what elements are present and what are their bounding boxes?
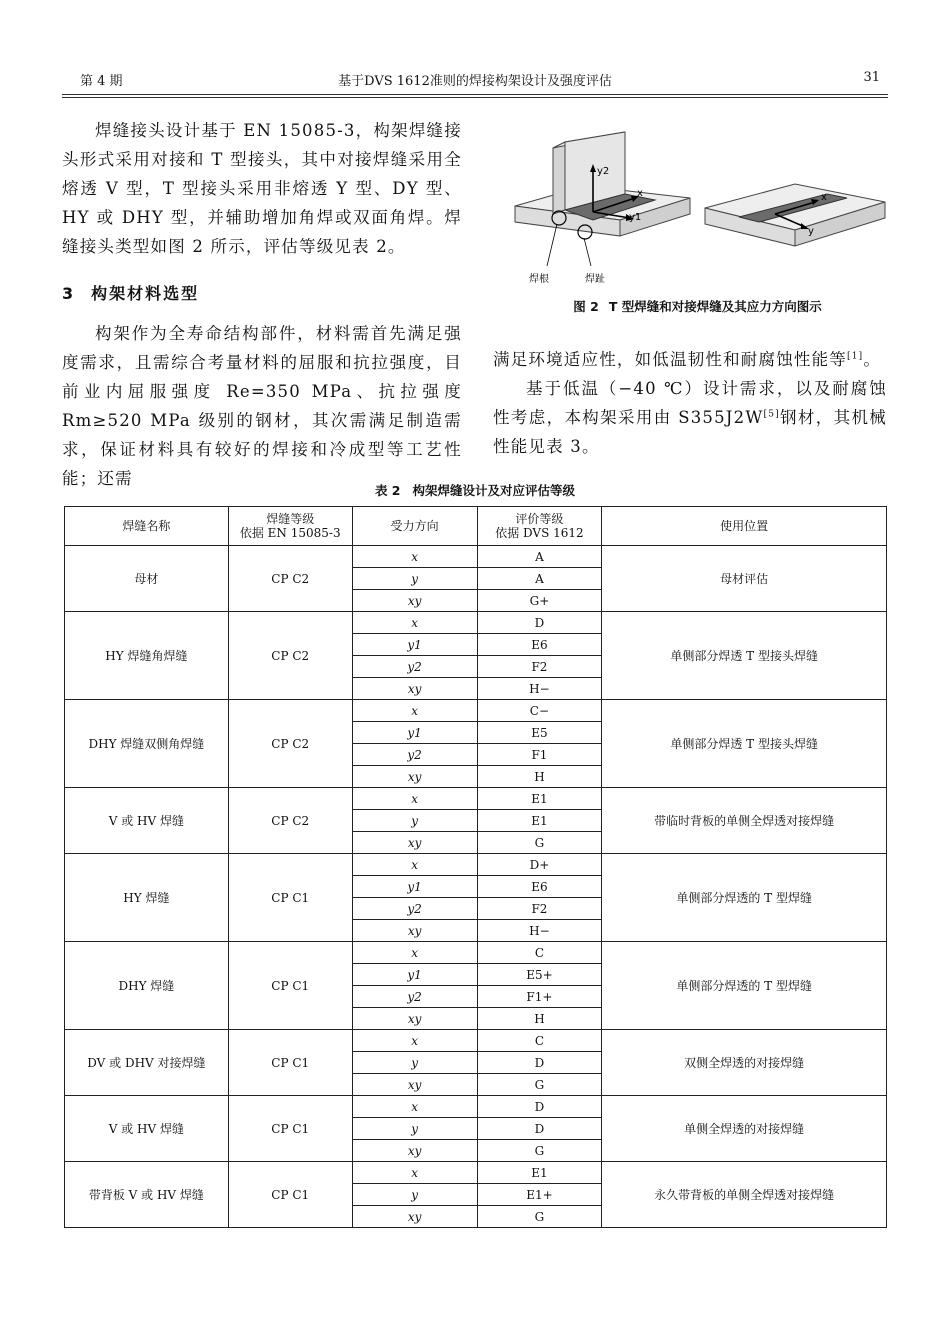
grade-cell: F2 — [477, 898, 602, 920]
direction-cell: x — [352, 1030, 477, 1052]
table-row — [65, 1096, 887, 1118]
section-title: 构架材料选型 — [91, 284, 200, 303]
table-row — [65, 1162, 887, 1184]
table-container — [64, 506, 887, 1228]
weld-name-cell: V 或 HV 焊缝 — [65, 1096, 229, 1162]
usage-cell: 带临时背板的单侧全焊透对接焊缝 — [602, 788, 887, 854]
header-grade-line1: 评价等级 — [515, 512, 564, 526]
direction-cell: x — [352, 854, 477, 876]
direction-cell: x — [352, 700, 477, 722]
reference-5: [5] — [763, 409, 780, 420]
weld-class-cell: CP C2 — [228, 612, 352, 700]
right-para-lowtemp — [493, 374, 887, 461]
grade-cell: H− — [477, 678, 602, 700]
issue-number: 第 4 期 — [80, 74, 123, 89]
direction-cell: xy — [352, 832, 477, 854]
grade-cell: H — [477, 1008, 602, 1030]
header-name: 焊缝名称 — [65, 507, 229, 546]
grade-cell: E1 — [477, 1162, 602, 1184]
figure-caption-text: T 型焊缝和对接焊缝及其应力方向图示 — [608, 299, 822, 314]
weld-name-cell: DHY 焊缝 — [65, 942, 229, 1030]
figure-caption — [505, 297, 890, 315]
direction-cell: y1 — [352, 964, 477, 986]
label-y-right: y — [808, 226, 814, 237]
weld-name-cell: HY 焊缝 — [65, 854, 229, 942]
grade-cell: F1 — [477, 744, 602, 766]
lowtemp-text-a: 基于低温（−40 ℃）设计需求，以及耐腐蚀性考虑，本构架采用由 S355J2W — [493, 379, 887, 427]
grade-cell: E5 — [477, 722, 602, 744]
grade-cell: F2 — [477, 656, 602, 678]
weld-grade-table — [64, 506, 887, 1228]
direction-cell: x — [352, 1162, 477, 1184]
table-row — [65, 788, 887, 810]
root-leader — [547, 224, 557, 266]
table-row — [65, 700, 887, 722]
direction-cell: xy — [352, 1140, 477, 1162]
direction-cell: y1 — [352, 876, 477, 898]
header-rule-top — [62, 94, 888, 95]
direction-cell: y1 — [352, 634, 477, 656]
direction-cell: xy — [352, 1206, 477, 1228]
direction-cell: x — [352, 546, 477, 568]
header-class — [228, 507, 352, 546]
direction-cell: y — [352, 1052, 477, 1074]
usage-cell: 单侧部分焊透 T 型接头焊缝 — [602, 612, 887, 700]
grade-cell: D+ — [477, 854, 602, 876]
direction-cell: x — [352, 612, 477, 634]
header-grade-line2: 依据 DVS 1612 — [495, 526, 584, 540]
paragraph-material: 构架作为全寿命结构部件，材料需首先满足强度需求，且需综合考量材料的屈服和抗拉强度，目前业内屈服强度 Re=350 MPa、抗拉强度 Rm≥520 MPa 级别的钢材，其次需满足制造需求，保证材料具有较好的焊接和冷成型等工艺性能；还需 — [62, 324, 462, 488]
table-caption-number: 表 2 — [374, 483, 401, 498]
grade-cell: G+ — [477, 590, 602, 612]
usage-cell: 单侧部分焊透的 T 型焊缝 — [602, 942, 887, 1030]
table-row — [65, 612, 887, 634]
running-header — [62, 70, 888, 92]
grade-cell: D — [477, 612, 602, 634]
direction-cell: x — [352, 1096, 477, 1118]
grade-cell: G — [477, 1140, 602, 1162]
label-x: x — [637, 188, 643, 199]
direction-cell: y2 — [352, 986, 477, 1008]
weld-class-cell: CP C2 — [228, 546, 352, 612]
grade-cell: F1+ — [477, 986, 602, 1008]
weld-class-cell: CP C1 — [228, 1030, 352, 1096]
table-body — [65, 546, 887, 1228]
usage-cell: 双侧全焊透的对接焊缝 — [602, 1030, 887, 1096]
grade-cell: G — [477, 1074, 602, 1096]
header-grade — [477, 507, 602, 546]
direction-cell: xy — [352, 1074, 477, 1096]
grade-cell: G — [477, 1206, 602, 1228]
direction-cell: y2 — [352, 898, 477, 920]
continuation-end: 。 — [863, 350, 882, 369]
weld-name-cell: DV 或 DHV 对接焊缝 — [65, 1030, 229, 1096]
label-y2: y2 — [597, 166, 610, 177]
grade-cell: C — [477, 1030, 602, 1052]
label-x-right: x — [821, 192, 827, 203]
direction-cell: xy — [352, 766, 477, 788]
direction-cell: y1 — [352, 722, 477, 744]
usage-cell: 母材评估 — [602, 546, 887, 612]
table-row — [65, 546, 887, 568]
weld-class-cell: CP C2 — [228, 788, 352, 854]
grade-cell: E1 — [477, 810, 602, 832]
direction-cell: y — [352, 810, 477, 832]
table-header — [65, 507, 887, 546]
weld-class-cell: CP C1 — [228, 1162, 352, 1228]
continuation-text: 满足环境适应性，如低温韧性和耐腐蚀性能等 — [493, 350, 847, 369]
usage-cell: 单侧部分焊透 T 型接头焊缝 — [602, 700, 887, 788]
grade-cell: C− — [477, 700, 602, 722]
weld-name-cell: HY 焊缝角焊缝 — [65, 612, 229, 700]
section-heading — [62, 281, 199, 304]
header-direction: 受力方向 — [352, 507, 477, 546]
weld-name-cell: DHY 焊缝双侧角焊缝 — [65, 700, 229, 788]
reference-1: [1] — [847, 351, 864, 362]
direction-cell: y — [352, 568, 477, 590]
header-rule-bottom — [62, 97, 888, 98]
usage-cell: 单侧部分焊透的 T 型焊缝 — [602, 854, 887, 942]
table-row — [65, 942, 887, 964]
weld-class-cell: CP C2 — [228, 700, 352, 788]
running-title: 基于DVS 1612准则的焊接构架设计及强度评估 — [338, 74, 612, 89]
direction-cell: xy — [352, 1008, 477, 1030]
weld-class-cell: CP C1 — [228, 1096, 352, 1162]
label-root: 焊根 — [529, 274, 549, 285]
direction-cell: xy — [352, 920, 477, 942]
grade-cell: G — [477, 832, 602, 854]
left-paragraph-1 — [62, 116, 462, 261]
right-column-text — [493, 345, 887, 461]
direction-cell: y — [352, 1184, 477, 1206]
weld-class-cell: CP C1 — [228, 942, 352, 1030]
direction-cell: y2 — [352, 744, 477, 766]
direction-cell: xy — [352, 678, 477, 700]
grade-cell: D — [477, 1096, 602, 1118]
grade-cell: D — [477, 1052, 602, 1074]
page-number: 31 — [863, 70, 880, 85]
label-toe: 焊趾 — [585, 274, 605, 285]
header-class-line1: 焊缝等级 — [266, 512, 315, 526]
grade-cell: A — [477, 568, 602, 590]
direction-cell: y — [352, 1118, 477, 1140]
table-caption — [62, 481, 888, 499]
header-row — [65, 507, 887, 546]
right-para-continuation — [493, 345, 887, 374]
grade-cell: E1+ — [477, 1184, 602, 1206]
left-paragraph-2 — [62, 319, 462, 493]
grade-cell: E5+ — [477, 964, 602, 986]
weld-name-cell: 带背板 V 或 HV 焊缝 — [65, 1162, 229, 1228]
grade-cell: C — [477, 942, 602, 964]
paragraph-weld-design: 焊缝接头设计基于 EN 15085-3，构架焊缝接头形式采用对接和 T 型接头，其中对接焊缝采用全熔透 V 型，T 型接头采用非熔透 Y 型、DY 型、HY 或 DHY 型，并辅助增加角焊或双面角焊。焊缝接头类型如图 2 所示，评估等级见表 2。 — [62, 121, 462, 256]
toe-leader — [584, 238, 591, 266]
grade-cell: D — [477, 1118, 602, 1140]
grade-cell: H− — [477, 920, 602, 942]
header-class-line2: 依据 EN 15085-3 — [239, 526, 341, 540]
direction-cell: xy — [352, 590, 477, 612]
weld-class-cell: CP C1 — [228, 854, 352, 942]
direction-cell: x — [352, 788, 477, 810]
direction-cell: x — [352, 942, 477, 964]
table-row — [65, 1030, 887, 1052]
direction-cell: y2 — [352, 656, 477, 678]
lowtemp-text-b: 钢材，其机械性能见表 3。 — [493, 408, 888, 456]
grade-cell: H — [477, 766, 602, 788]
weld-diagram — [505, 128, 890, 288]
grade-cell: A — [477, 546, 602, 568]
header-use: 使用位置 — [602, 507, 887, 546]
table-row — [65, 854, 887, 876]
section-number: 3 — [62, 284, 76, 303]
grade-cell: E6 — [477, 876, 602, 898]
table-caption-text: 构架焊缝设计及对应评估等级 — [412, 483, 576, 498]
weld-name-cell: V 或 HV 焊缝 — [65, 788, 229, 854]
t-joint-web-front — [553, 142, 565, 214]
label-y1: y1 — [629, 212, 642, 223]
usage-cell: 单侧全焊透的对接焊缝 — [602, 1096, 887, 1162]
weld-name-cell: 母材 — [65, 546, 229, 612]
grade-cell: E6 — [477, 634, 602, 656]
grade-cell: E1 — [477, 788, 602, 810]
figure-2 — [505, 128, 890, 288]
usage-cell: 永久带背板的单侧全焊透对接焊缝 — [602, 1162, 887, 1228]
figure-caption-number: 图 2 — [573, 299, 599, 314]
